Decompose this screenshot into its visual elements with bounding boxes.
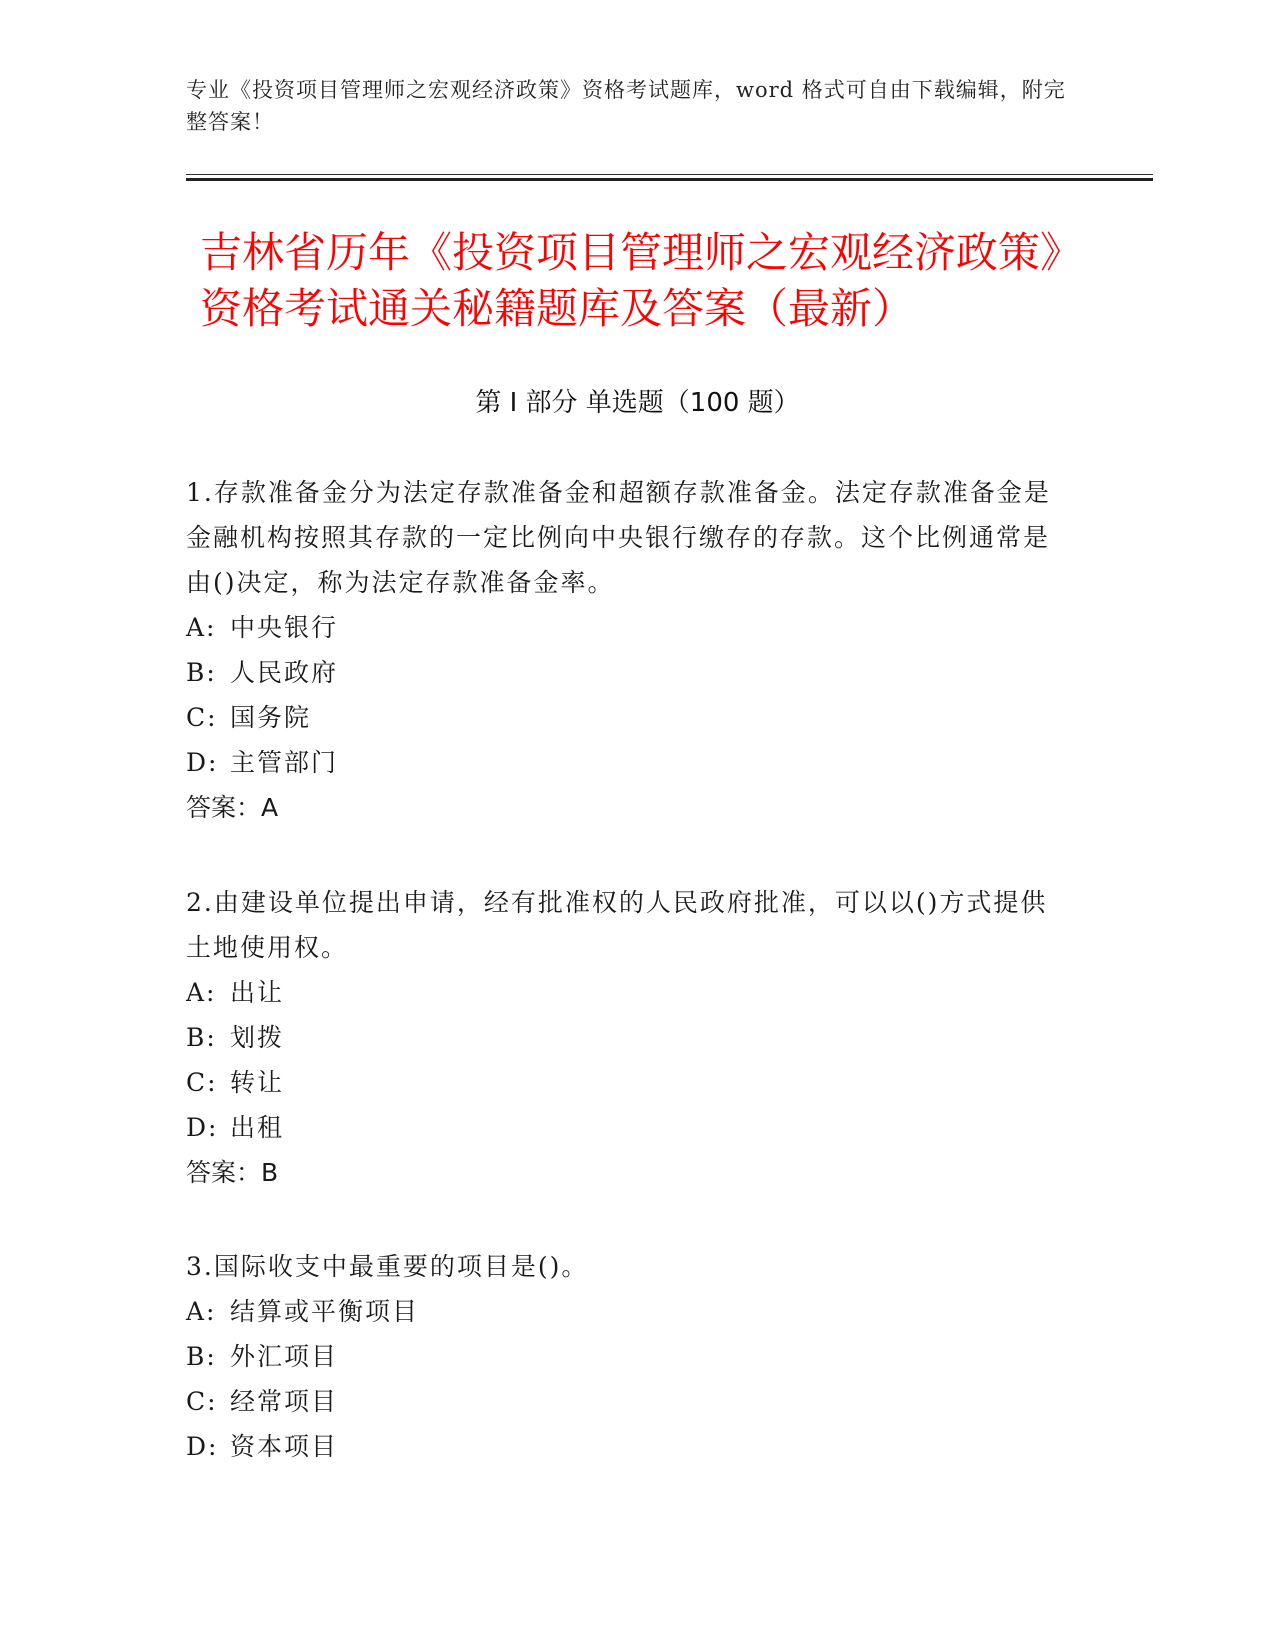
option-text: 结算或平衡项目 <box>230 1297 420 1326</box>
option-key: B: <box>186 658 217 687</box>
question-2 <box>186 880 1066 1195</box>
answer-line: 答案：B <box>186 1158 279 1187</box>
option-d <box>186 1105 1066 1150</box>
option-text: 经常项目 <box>230 1387 339 1416</box>
option-c <box>186 695 1066 740</box>
option-text: 国务院 <box>230 703 312 732</box>
option-key: B: <box>186 1342 217 1371</box>
header-note: 专业《投资项目管理师之宏观经济政策》资格考试题库，word 格式可自由下载编辑，附完整答案！ <box>186 78 1066 134</box>
question-1 <box>186 470 1066 830</box>
option-c <box>186 1379 1066 1424</box>
option-key: A: <box>186 1297 217 1326</box>
answer-line: 答案：A <box>186 793 279 822</box>
option-text: 出租 <box>230 1113 285 1142</box>
header-divider-thick <box>186 178 1153 181</box>
option-key: B: <box>186 1023 217 1052</box>
option-key: D: <box>186 748 219 777</box>
question-3 <box>186 1244 1066 1469</box>
option-key: C: <box>186 1068 218 1097</box>
option-key: D: <box>186 1432 219 1461</box>
section-title: 第 I 部分 单选题（100 题） <box>475 388 800 418</box>
question-stem: 1.存款准备金分为法定存款准备金和超额存款准备金。法定存款准备金是金融机构按照其存款的一定比例向中央银行缴存的存款。这个比例通常是由()决定，称为法定存款准备金率。 <box>186 478 1051 597</box>
option-a <box>186 605 1066 650</box>
option-text: 主管部门 <box>230 748 339 777</box>
option-text: 中央银行 <box>230 613 339 642</box>
option-a <box>186 970 1066 1015</box>
option-key: C: <box>186 1387 218 1416</box>
option-b <box>186 1015 1066 1060</box>
option-d <box>186 740 1066 785</box>
question-stem: 3.国际收支中最重要的项目是()。 <box>186 1252 589 1281</box>
option-key: D: <box>186 1113 219 1142</box>
option-key: A: <box>186 978 217 1007</box>
header-divider-thin <box>186 174 1153 175</box>
option-text: 外汇项目 <box>230 1342 339 1371</box>
option-a <box>186 1289 1066 1334</box>
option-text: 出让 <box>230 978 285 1007</box>
option-key: C: <box>186 703 218 732</box>
option-d <box>186 1424 1066 1469</box>
option-c <box>186 1060 1066 1105</box>
option-key: A: <box>186 613 217 642</box>
question-stem: 2.由建设单位提出申请，经有批准权的人民政府批准，可以以()方式提供土地使用权。 <box>186 888 1048 962</box>
document-title: 吉林省历年《投资项目管理师之宏观经济政策》资格考试通关秘籍题库及答案（最新） <box>200 228 1083 333</box>
option-text: 资本项目 <box>230 1432 339 1461</box>
option-b <box>186 650 1066 695</box>
option-b <box>186 1334 1066 1379</box>
option-text: 人民政府 <box>230 658 339 687</box>
option-text: 划拨 <box>230 1023 285 1052</box>
option-text: 转让 <box>230 1068 285 1097</box>
